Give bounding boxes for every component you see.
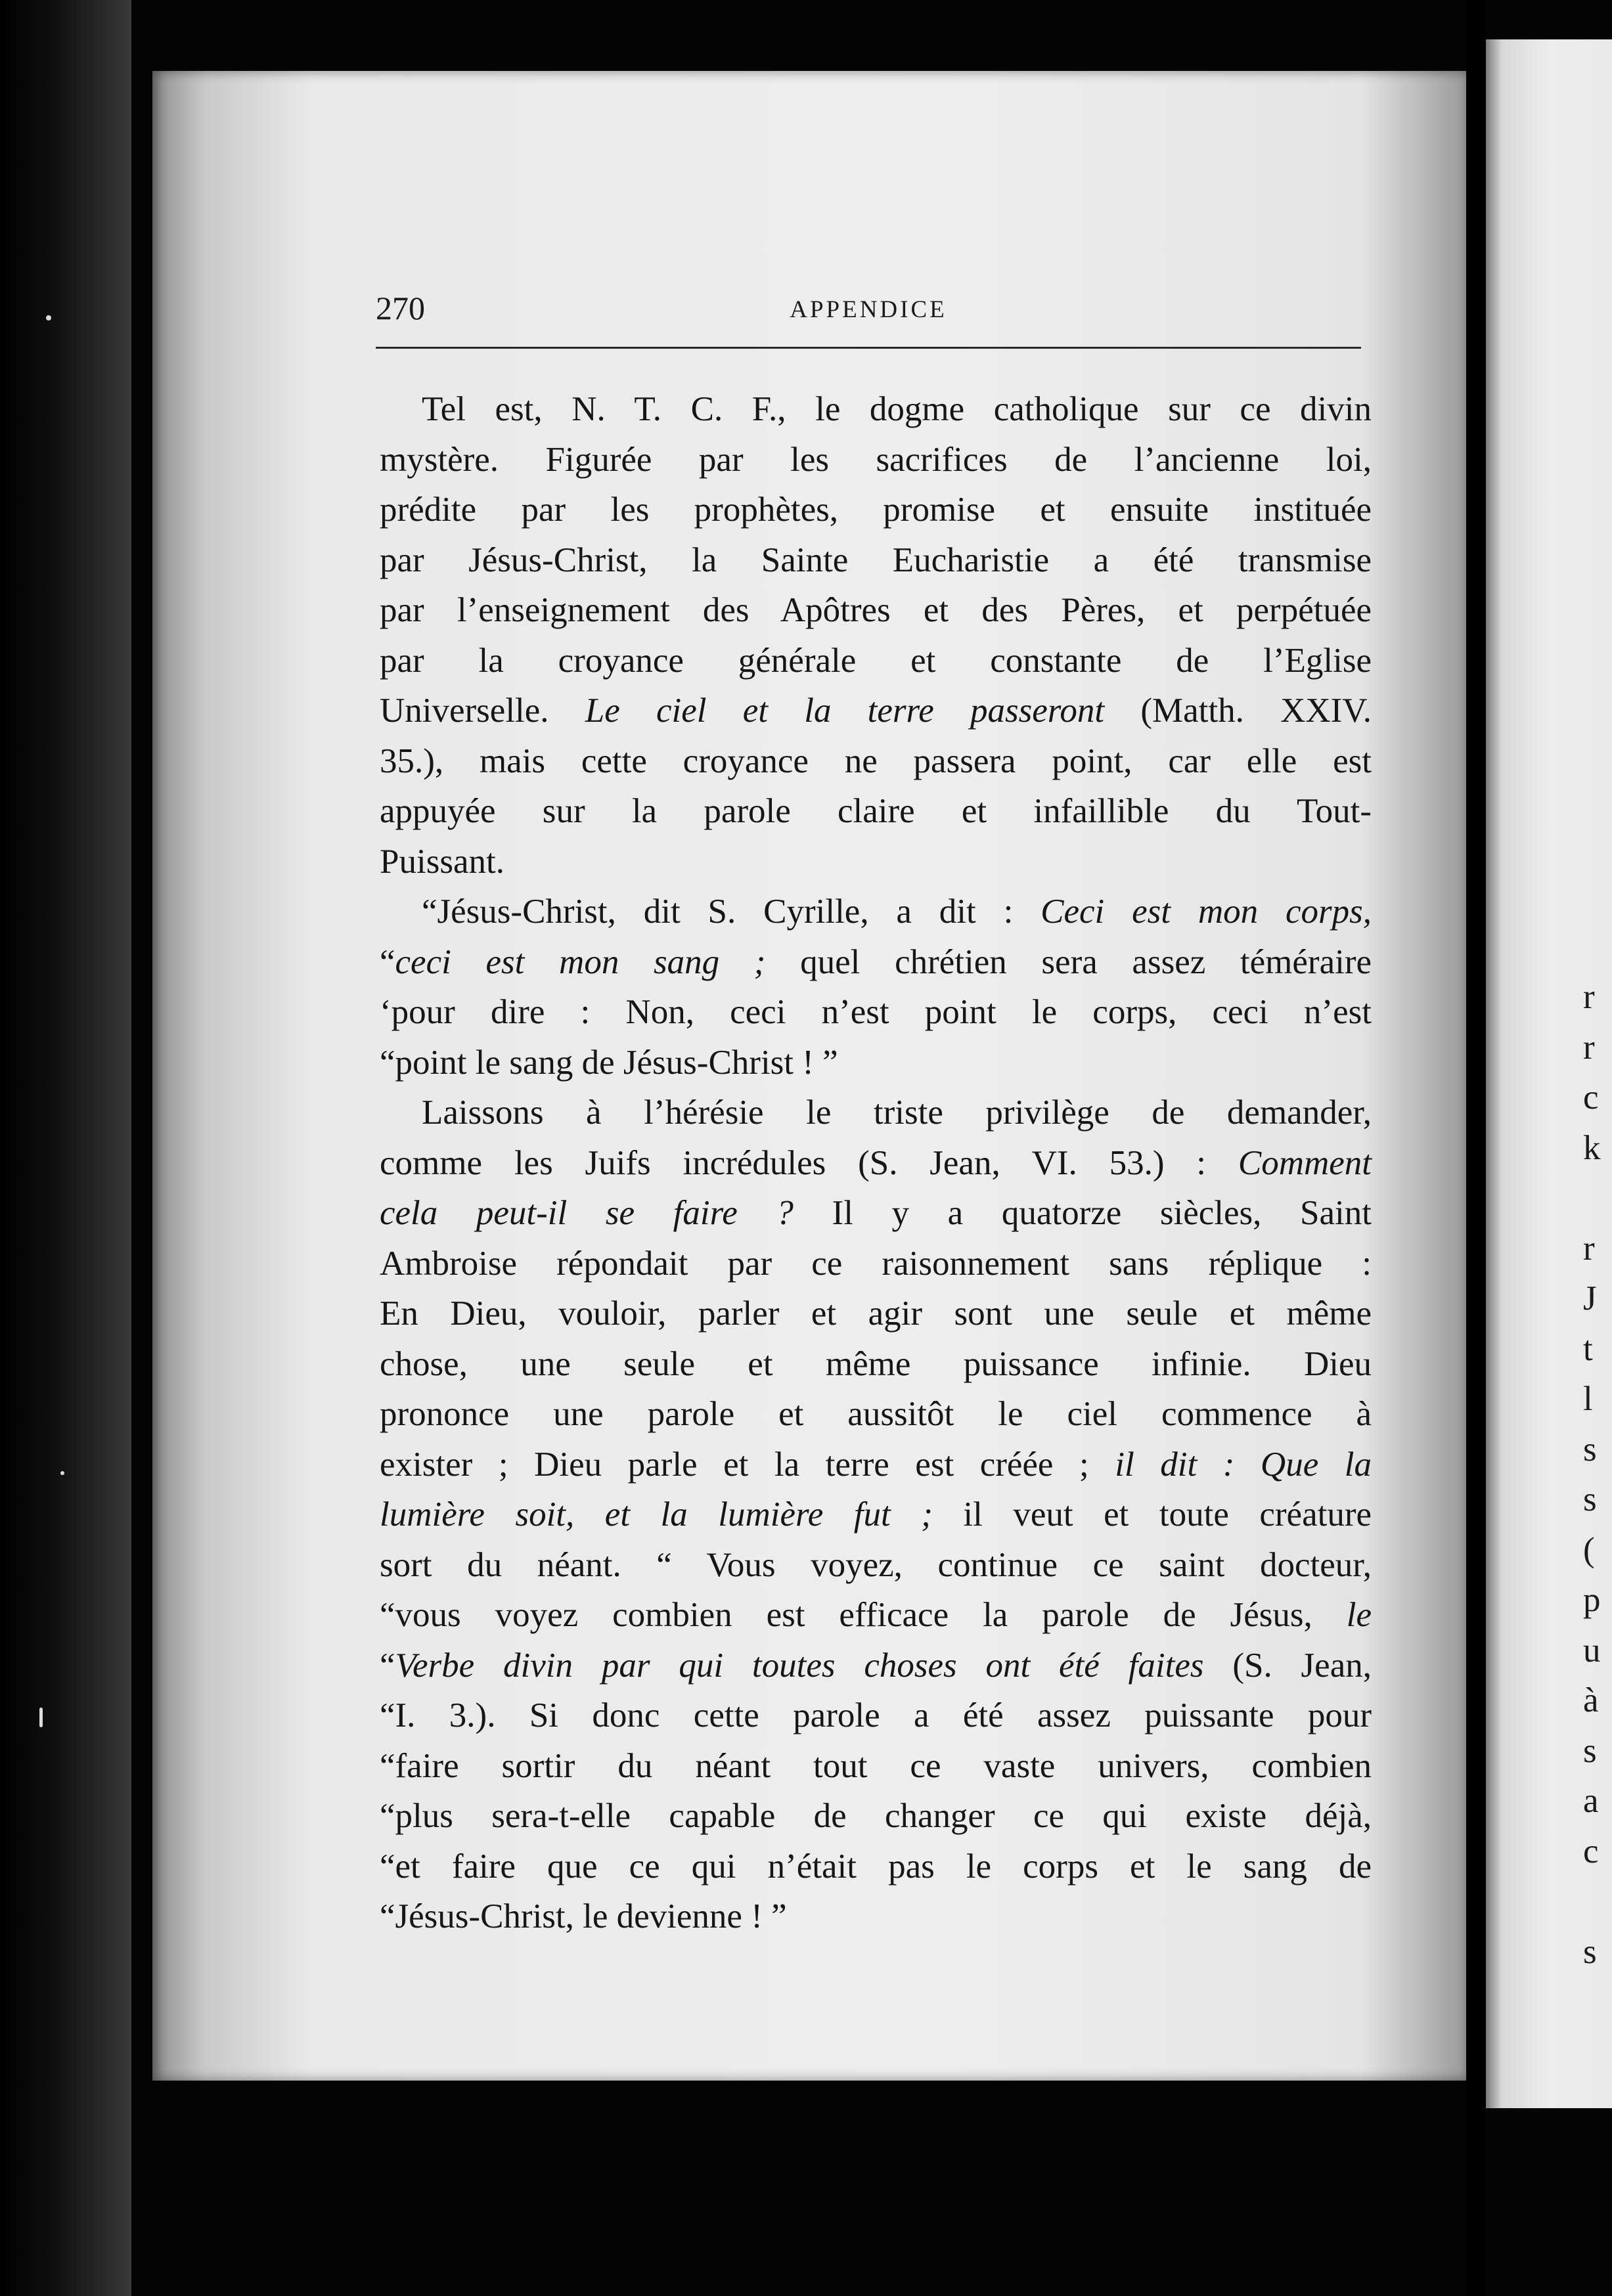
text-line <box>380 887 1372 937</box>
italic-text: Le ciel et la terre passeront <box>585 692 1105 730</box>
line-text: par Jésus-Christ, la Sainte Eucharistie a été transmise <box>380 541 1372 579</box>
facing-page-glyph <box>1583 1876 1612 1927</box>
line-text: et faire que ce qui n’était pas le corps et le sang de <box>395 1847 1372 1886</box>
line-text: comme les Juifs incrédules (S. Jean, VI. 53.) : <box>380 1143 1238 1182</box>
line-text: mystère. Figurée par les sacrifices de l’ancienne loi, <box>380 440 1372 479</box>
dust-speck <box>39 1708 43 1727</box>
facing-page-glyph: t <box>1583 1329 1593 1368</box>
text-line <box>380 1339 1372 1390</box>
facing-page-glyph: r <box>1583 1028 1595 1067</box>
page-gutter <box>1466 0 1486 2296</box>
text-line <box>380 1641 1372 1691</box>
text-line <box>380 1138 1372 1189</box>
text-line <box>380 535 1372 586</box>
facing-page-glyph: r <box>1583 978 1595 1016</box>
line-text: chose, une seule et même puissance infinie. Dieu <box>380 1344 1372 1383</box>
text-line <box>380 1891 1372 1942</box>
italic-text: Ceci est mon corps, <box>1041 893 1372 931</box>
quote-mark: “ <box>380 1746 395 1785</box>
page-header <box>376 289 1361 335</box>
italic-text: le <box>1346 1596 1372 1634</box>
facing-page-glyph: s <box>1583 1480 1597 1518</box>
dust-speck <box>46 315 51 320</box>
text-line <box>380 1038 1372 1088</box>
text-line <box>380 1239 1372 1289</box>
text-line <box>380 585 1372 636</box>
line-text: (Matth. XXIV. <box>1104 692 1372 730</box>
text-line <box>380 937 1372 988</box>
text-line <box>380 1590 1372 1641</box>
line-text: Jésus-Christ, le devienne ! ” <box>395 1897 787 1935</box>
line-text: plus sera-t-elle capable de changer ce qui existe déjà, <box>395 1797 1372 1835</box>
text-line <box>380 636 1372 686</box>
text-line <box>380 1741 1372 1792</box>
italic-text: lumière soit, et la lumière fut ; <box>380 1495 933 1534</box>
line-text: Jésus-Christ, dit S. Cyrille, a dit : <box>437 893 1041 931</box>
body-text <box>380 384 1372 1942</box>
line-text: prononce une parole et aussitôt le ciel commence à <box>380 1395 1372 1433</box>
line-text: Laissons à l’hérésie le triste privilège de demander, <box>422 1093 1372 1132</box>
text-line <box>380 1540 1372 1591</box>
facing-page-glyph: ( <box>1583 1530 1595 1569</box>
italic-text: ceci est mon sang ; <box>395 942 766 981</box>
text-line <box>380 435 1372 485</box>
facing-page-glyph: k <box>1583 1128 1601 1167</box>
text-line <box>380 1490 1372 1540</box>
facing-page-glyph: s <box>1583 1932 1597 1971</box>
line-text: par la croyance générale et constante de l’Eglise <box>380 641 1372 680</box>
italic-text: Verbe divin par qui toutes choses ont été faites <box>395 1646 1204 1685</box>
facing-page-glyph: l <box>1583 1380 1593 1418</box>
line-text: il veut et toute créature <box>932 1495 1372 1534</box>
facing-page-glyph: r <box>1583 1229 1595 1268</box>
text-line <box>380 686 1372 736</box>
line-text: prédite par les prophètes, promise et ensuite instituée <box>380 491 1372 529</box>
quote-mark: “ <box>380 1847 395 1886</box>
facing-page-glyph <box>1583 1173 1612 1224</box>
quote-mark: ‘ <box>380 993 392 1031</box>
facing-page-glyph: c <box>1583 1078 1599 1116</box>
line-text: Tel est, N. T. C. F., le dogme catholique sur ce divin <box>422 390 1372 428</box>
text-line <box>380 987 1372 1038</box>
line-text: 35.), mais cette croyance ne passera point, car elle est <box>380 741 1372 780</box>
line-text: appuyée sur la parole claire et infaillible du Tout- <box>380 792 1372 830</box>
italic-text: il dit : Que la <box>1115 1445 1372 1484</box>
quote-mark: “ <box>422 893 437 931</box>
line-text: (S. Jean, <box>1203 1646 1372 1685</box>
line-text: Universelle. <box>380 692 585 730</box>
italic-text: cela peut-il se faire ? <box>380 1194 794 1232</box>
quote-mark: “ <box>380 942 395 981</box>
text-line <box>380 786 1372 837</box>
line-text: sort du néant. “ Vous voyez, continue ce saint docteur, <box>380 1545 1372 1584</box>
line-text: point le sang de Jésus-Christ ! ” <box>395 1043 838 1082</box>
line-text: faire sortir du néant tout ce vaste univers, combien <box>395 1746 1372 1785</box>
facing-page-glyph: c <box>1583 1832 1599 1870</box>
text-line <box>380 1440 1372 1490</box>
quote-mark: “ <box>380 1596 395 1634</box>
dust-speck <box>60 1471 64 1475</box>
text-line <box>380 736 1372 787</box>
facing-page-glyph: à <box>1583 1681 1599 1719</box>
page-number: 270 <box>376 290 425 326</box>
facing-page-glyph: p <box>1583 1581 1601 1619</box>
line-text: Ambroise répondait par ce raisonnement sans réplique : <box>380 1244 1372 1283</box>
line-text: Il y a quatorze siècles, Saint <box>793 1194 1372 1232</box>
line-text: Puissant. <box>380 842 504 881</box>
quote-mark: “ <box>380 1043 395 1082</box>
facing-page-glyph: J <box>1583 1279 1597 1317</box>
running-head: APPENDICE <box>790 296 947 323</box>
italic-text: Comment <box>1238 1143 1372 1182</box>
text-line <box>380 1690 1372 1741</box>
book-edge-shadow <box>0 0 131 2296</box>
facing-page-glyph: s <box>1583 1731 1597 1770</box>
line-text: par l’enseignement des Apôtres et des Pères, et perpétuée <box>380 591 1372 629</box>
line-text: quel chrétien sera assez téméraire <box>765 942 1372 981</box>
quote-mark: “ <box>380 1897 395 1935</box>
facing-page-text-fragments <box>1583 972 1612 1977</box>
text-line <box>380 837 1372 887</box>
line-text: pour dire : Non, ceci n’est point le corps, ceci n’est <box>391 993 1372 1031</box>
text-line <box>380 1188 1372 1239</box>
line-text: exister ; Dieu parle et la terre est créée ; <box>380 1445 1115 1484</box>
quote-mark: “ <box>380 1696 395 1734</box>
facing-page-glyph: u <box>1583 1631 1601 1669</box>
line-text: vous voyez combien est efficace la parole de Jésus, <box>395 1596 1347 1634</box>
text-line <box>380 485 1372 535</box>
text-line <box>380 384 1372 435</box>
header-rule <box>376 347 1361 349</box>
line-text: En Dieu, vouloir, parler et agir sont une seule et même <box>380 1294 1372 1333</box>
text-line <box>380 1791 1372 1842</box>
quote-mark: “ <box>380 1797 395 1835</box>
facing-page-glyph: s <box>1583 1430 1597 1468</box>
text-line <box>380 1389 1372 1440</box>
text-line <box>380 1088 1372 1138</box>
line-text: I. 3.). Si donc cette parole a été assez puissante pour <box>395 1696 1372 1734</box>
text-line <box>380 1842 1372 1892</box>
quote-mark: “ <box>380 1646 395 1685</box>
text-line <box>380 1289 1372 1339</box>
facing-page-glyph: a <box>1583 1782 1599 1820</box>
